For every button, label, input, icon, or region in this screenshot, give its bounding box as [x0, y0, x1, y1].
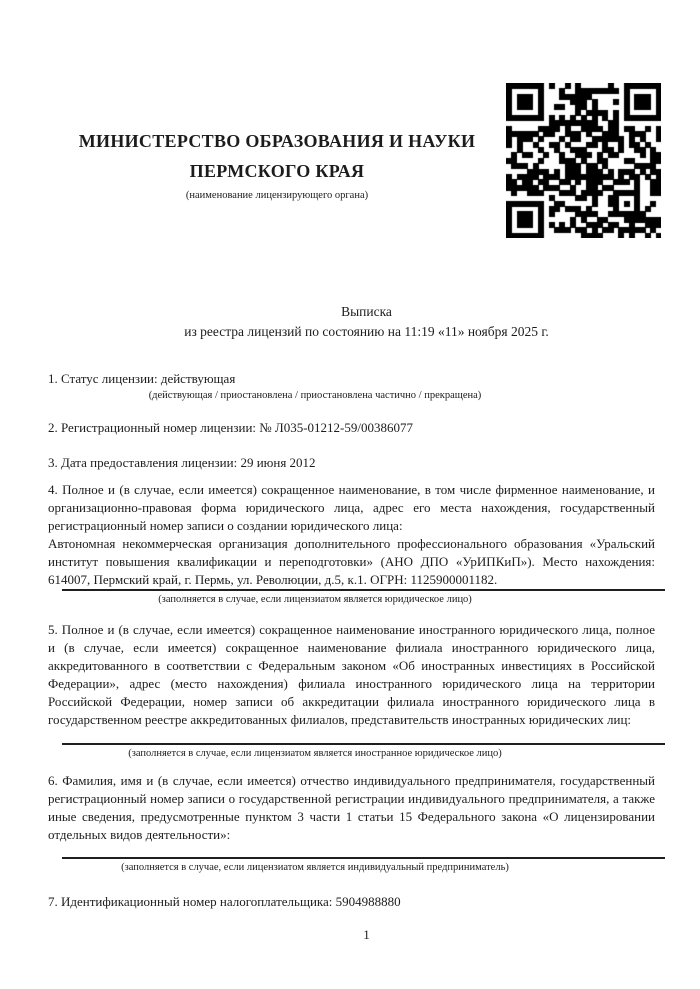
document-title — [48, 302, 655, 342]
item-4-legal-entity-section — [48, 481, 655, 607]
item-5-foreign-entity-label: 5. Полное и (в случае, если имеется) сокращенное наименование иностранного юридического лица, полное и (в случае, если имеется) сокращенное наименование филиала иностранного юридического лица, аккредитованного в соответствии с Федеральным законом «Об иностранных инвестициях в Российской Федерации», адрес (место нахождения) филиала иностранного юридического лица на территории Российской Федерации, номер записи об аккредитации филиала иностранного юридического лица в государственном реестре аккредитованных филиалов, представительств иностранных юридических лиц: — [48, 622, 655, 727]
item-2-registration-number: 2. Регистрационный номер лицензии: № Л035-01212-59/00386077 — [48, 420, 414, 435]
licensing-authority-header — [48, 126, 506, 203]
document-title-line2: из реестра лицензий по состоянию на 11:19 «11» ноября 2025 г. — [184, 324, 549, 339]
item-1-license-status: 1. Статус лицензии: действующая — [48, 371, 236, 386]
document-title-line1: Выписка — [341, 304, 392, 319]
item-7-taxpayer-number: 7. Идентификационный номер налогоплательщика: 5904988880 — [48, 894, 401, 909]
item-4-legal-entity-label: 4. Полное и (в случае, если имеется) сокращенное наименование, в том числе фирменное наименование, и организационно-правовая форма юридического лица, адрес его места нахождения, государственный регистрационный номер записи о создании юридического лица: — [48, 482, 655, 533]
item-5-fill-line — [62, 743, 665, 745]
page-number: 1 — [363, 927, 370, 942]
item-3-license-grant-date: 3. Дата предоставления лицензии: 29 июня 2012 — [48, 455, 316, 470]
item-4-legal-entity-value: Автономная некоммерческая организация дополнительного профессионального образования «Уральский институт повышения квалификации и переподготовки» (АНО ДПО «УрИПКиП»). Место нахождения: 614007, Пермский край, г. Пермь, ул. Революции, д.5, к.1. ОГРН: 1125900001182. — [48, 536, 655, 587]
item-5-foreign-entity-section — [48, 621, 655, 761]
item-6-entrepreneur-label: 6. Фамилия, имя и (в случае, если имеется) отчество индивидуального предпринимателя, государственный регистрационный номер записи о государственной регистрации индивидуального предпринимателя, а также иные сведения, предусмотренные пунктом 3 части 1 статьи 15 Федерального закона «О лицензировании отдельных видов деятельности»: — [48, 773, 655, 842]
item-5-fill-caption: (заполняется в случае, если лицензиатом является иностранное юридическое лицо) — [128, 748, 502, 759]
item-6-fill-caption: (заполняется в случае, если лицензиатом является индивидуальный предприниматель) — [121, 862, 509, 873]
ministry-name-line1: МИНИСТЕРСТВО ОБРАЗОВАНИЯ И НАУКИ — [78, 131, 476, 151]
item-1-status-options-caption: (действующая / приостановлена / приостановлена частично / прекращена) — [148, 390, 482, 401]
item-4-fill-caption: (заполняется в случае, если лицензиатом является юридическое лицо) — [158, 594, 472, 605]
item-4-fill-line — [62, 589, 665, 591]
ministry-name-line2: ПЕРМСКОГО КРАЯ — [189, 161, 365, 181]
item-6-fill-line — [62, 857, 665, 859]
licensing-authority-caption: (наименование лицензирующего органа) — [185, 190, 369, 201]
item-6-entrepreneur-section — [48, 772, 655, 875]
qr-code — [506, 83, 661, 238]
